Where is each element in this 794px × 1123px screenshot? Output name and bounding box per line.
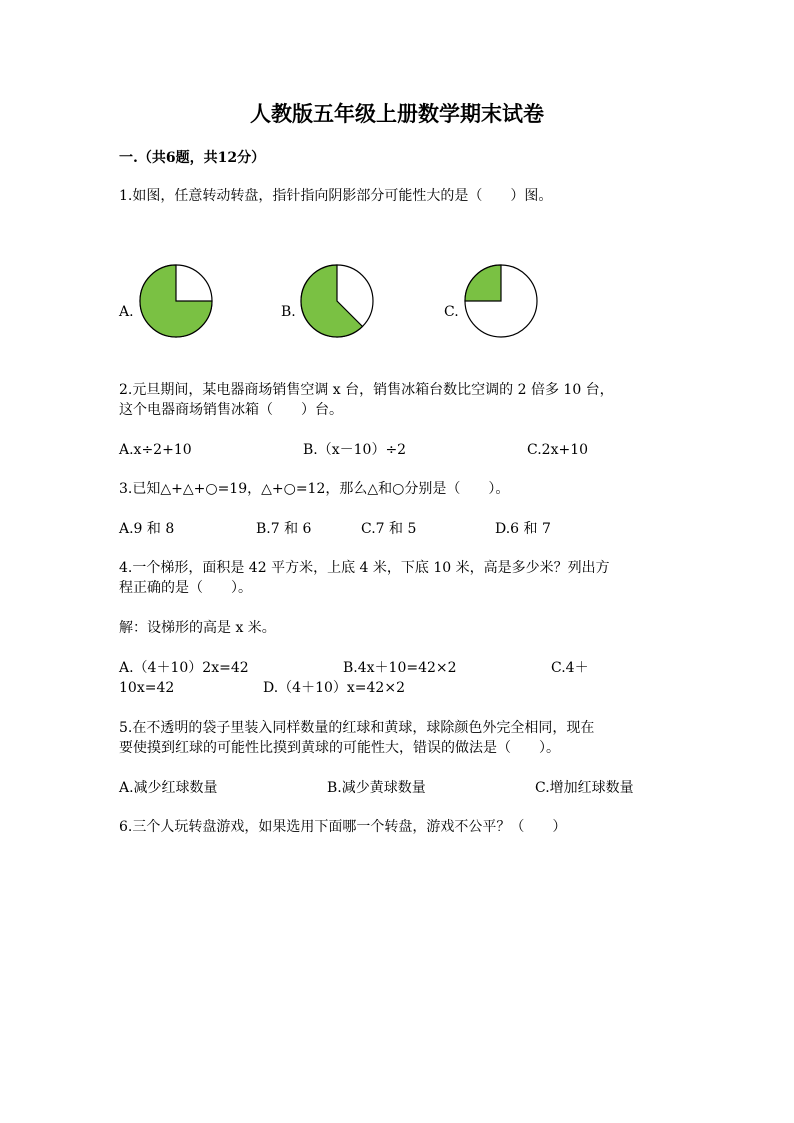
question-3-option-b: B.7 和 6 <box>256 521 312 537</box>
option-a-label: A. <box>119 304 134 320</box>
question-5-option-c: C.增加红球数量 <box>535 780 634 796</box>
question-4-line-1: 4.一个梯形，面积是 42 平方米，上底 4 米，下底 10 米，高是多少米？列出方 <box>119 560 610 576</box>
section-heading: 一.（共6题，共12分） <box>119 150 266 166</box>
option-c-label: C. <box>444 304 459 320</box>
spinner-c-shaded-sector <box>465 265 501 301</box>
question-1-text: 1.如图，任意转动转盘，指针指向阴影部分可能性大的是（ ）图。 <box>119 188 553 204</box>
question-3-option-d: D.6 和 7 <box>495 521 551 537</box>
question-6-text: 6.三个人玩转盘游戏，如果选用下面哪一个转盘，游戏不公平？（ ） <box>119 819 567 835</box>
question-2-option-c: C.2x+10 <box>527 442 589 458</box>
question-5-line-1: 5.在不透明的袋子里装入同样数量的红球和黄球，球除颜色外完全相同，现在 <box>119 720 595 736</box>
question-5-line-2: 要使摸到红球的可能性比摸到黄球的可能性大，错误的做法是（ ）。 <box>119 740 560 756</box>
question-3-option-a: A.9 和 8 <box>119 521 175 537</box>
question-2-line-2: 这个电器商场销售冰箱（ ）台。 <box>119 402 343 418</box>
question-4-hint: 解：设梯形的高是 x 米。 <box>119 620 276 636</box>
question-4-option-d: D.（4＋10）x=42×2 <box>263 680 405 696</box>
question-3-option-c: C.7 和 5 <box>361 521 417 537</box>
question-4-option-c-part-1: C.4＋ <box>551 660 589 676</box>
question-5-option-b: B.减少黄球数量 <box>327 780 426 796</box>
spinner-c <box>463 263 539 339</box>
question-5-option-a: A.减少红球数量 <box>119 780 218 796</box>
page-title: 人教版五年级上册数学期末试卷 <box>250 101 544 126</box>
question-2-line-1: 2.元旦期间，某电器商场销售空调 x 台，销售冰箱台数比空调的 2 倍多 10 台， <box>119 382 614 398</box>
question-3-text: 3.已知△+△+○=19，△+○=12，那么△和○分别是（ ）。 <box>119 481 510 497</box>
question-2-option-b: B.（x－10）÷2 <box>303 442 407 458</box>
question-2-option-a: A.x÷2+10 <box>119 442 192 458</box>
question-4-option-a: A.（4＋10）2x=42 <box>119 660 249 676</box>
question-4-option-b: B.4x＋10=42×2 <box>343 660 457 676</box>
spinner-b <box>299 263 375 339</box>
question-4-line-2: 程正确的是（ ）。 <box>119 580 252 596</box>
spinner-a <box>138 263 214 339</box>
question-4-option-c-part-2: 10x=42 <box>119 680 175 696</box>
option-b-label: B. <box>281 304 296 320</box>
